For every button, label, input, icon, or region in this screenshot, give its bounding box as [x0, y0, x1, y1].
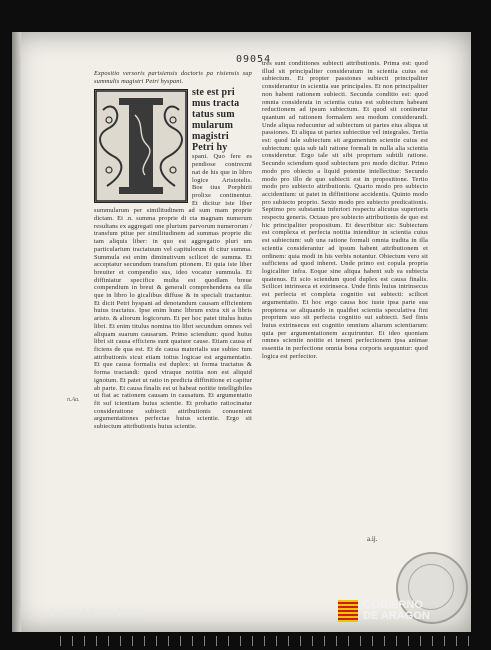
right-column-body-text: tres sunt conditiones subiecti attributionis. Prima est: quod illud sit principaliter consideratum in scientia cuius est subiectum. Et propter passiones subiecti principaliter considerantur in scientia sue principales. Et non principaliter non habent rationem subiecti. Secunda conditio est: quod omnia considerata in scientia cuius est subiectum habeant reductionem ad ipsum subiectum. Et quod sit continetur quantum ad rationem formalem seu modum considerandi. Unde aliqua reducuntur ad subiectum ut partes eius aliqua ut passiones. Et aliqua ut partes subiectiue vel integrales. Tertia est: quod tale subiectum sit argumentum scientie cuius est subiectum: quia sub tali ratione formali in nulla alia scientia consideretur. Ergo tale sit sibi proprium subtili ratione. Secundo sciendum quod subiectum pro modo dicitur. Primo modo pro obiecto a liquid potentie intellectiue: Secundo modo pro illo de quo subiecti est in propositione. Tertio modo pro subiecto attributionis. Quarto modo pro subiecto accidentium: ut patet in diffinitione accidentis. Quinto modo pro subiecto proprio. Sexto modo pro subiecto predicationis. Septimo pro substantia inferiori respectu alicuius superioris respectu generis. Octauo pro subiecto attributionis de quo est hic principaliter propositum. Et describitur sic: Subiectum est complexa et perfecta notitia intenditur in scientia cuius est subiectum: sub una ratione formali omnia tradita in illa scientia considerantur ad ipsum habent attributionem et ordinem: quia modi in his verbis notantur. Obiectum vero sit sufficiens ad quod inheret. Unde primo est copula propria logicaliter infra. Eoque sine aliqua habent sub ea subiecta quatenus. Et scio sciendum quod duplex est causa finalis. Scilicet intrinseca et extrinseca. Unde finis huius intrinsecus est perfecta et completa cognitio sui subiecti: scilicet argumentatio. Et hoc ergo causa hoc iuste ipsa parte sua propterea se aliquando in qualibet scientia speculativa fini proprium suo sit perfecta cognitio sui subiecti. Sed finis huius extrinsecus est cognitio omnium aliarum scientiarum: quia per argumentationem acquiruntur. Et ideo quoniam omnes scientie notitie et tenent perfectionem ipsa animae essentia in perfectione omnia bona corporis sequuntur: quod logica est perfectior. — [262, 60, 428, 360]
right-column — [262, 60, 428, 546]
photographer-watermark: Juan Mora Insa — [48, 605, 145, 620]
initial-line: mularum — [192, 120, 234, 132]
logo-text — [363, 600, 430, 622]
initial-line: mus tracta — [192, 98, 240, 110]
initial-line: Petri hy — [192, 142, 228, 154]
scale-ruler — [60, 636, 480, 646]
folio-number: 09054 — [236, 54, 272, 65]
left-column — [94, 70, 252, 548]
decorated-initial-i-icon — [95, 90, 187, 202]
left-column-body-text: spani. Quo fere es pendiose contrecmi nat de his que in libro logice Aristotelis. Boe tius Porphirii prolixe continentur. Et dicitur iste liber summularum per similitudinem ad sum mam proprie dictam. Et .n. summa proprie di cta magnam numerum resultans ex aggregati one plurium parvorum numerorum / transfum ptiue per similitudinem ad summas proprie dic tam aliquis liber: in quo est aggregatio pluri um particularium tractatuum vel capitulorum di citur summa. Summula est enim diminutivum scilicet de summa. Et acceptatur secundum transfum ptionem. Et quia iste liber breuiter et compendio sus, ideo vocatur summula. Et diffiniatur specifice multa est quodlam breue compendium in breui & generali comprehendens ea illa que in libro lo gicalibus diffuse & in speciali tractantur. Et dicit Petri hyspani ad denotandum causam efficientem huius tractatus. Ipse enim hunc librum extra xit a libris aristo. & aliorum logicorum. Et per hoc patet titulus huius libri. Et enim titulus nomina tio libri secundum omnes vel aliquam suarum causarum. Primo sciendum: quod huius libri sit causa efficiens sunt quatuor cause. Etiam causa ef ficiens de qua est. Et de causa materialis sue subiec tum attributionis sicut etiam totius logicae est argumentatio. Et que causa formalis est duplex: ut forma tractatus & forma tractandi: quod vtraque notitia non est aliquid ignotum. Et patet ut ratio in predicta diffinitione et capitur ab parte. Et causa finalis est ut habeat notitie intelligibiles ut fiat ac rationem causam in causatum. Et argumentatio fit suf icientiam huius scientie. Et probatio ratiocinatur consideratione subiecti attributionis conuenient argumentationes perfectae huius scientie. Ergo sit subiectum attributionis huius scientie. — [94, 153, 252, 431]
initial-line: ste est pri — [192, 87, 235, 99]
chapter-heading: Expositio versoris parisiensis doctoris pa risiensis sup summulis magistri Petri hyspani. — [94, 70, 252, 85]
signature-mark: a.ij. — [367, 535, 378, 543]
page-edge-shadow — [12, 32, 21, 632]
initial-line: tatus sum — [192, 109, 235, 121]
gobierno-de-aragon-logo — [338, 598, 430, 624]
margin-annotation: n.Aa. — [67, 397, 80, 403]
illuminated-initial-image — [94, 89, 188, 203]
logo-line-2: DE ARAGON — [363, 610, 430, 622]
logo-line-1: GOBIERNO — [363, 599, 423, 611]
initial-line: magistri — [192, 131, 229, 143]
aragon-flag-icon — [338, 600, 358, 622]
